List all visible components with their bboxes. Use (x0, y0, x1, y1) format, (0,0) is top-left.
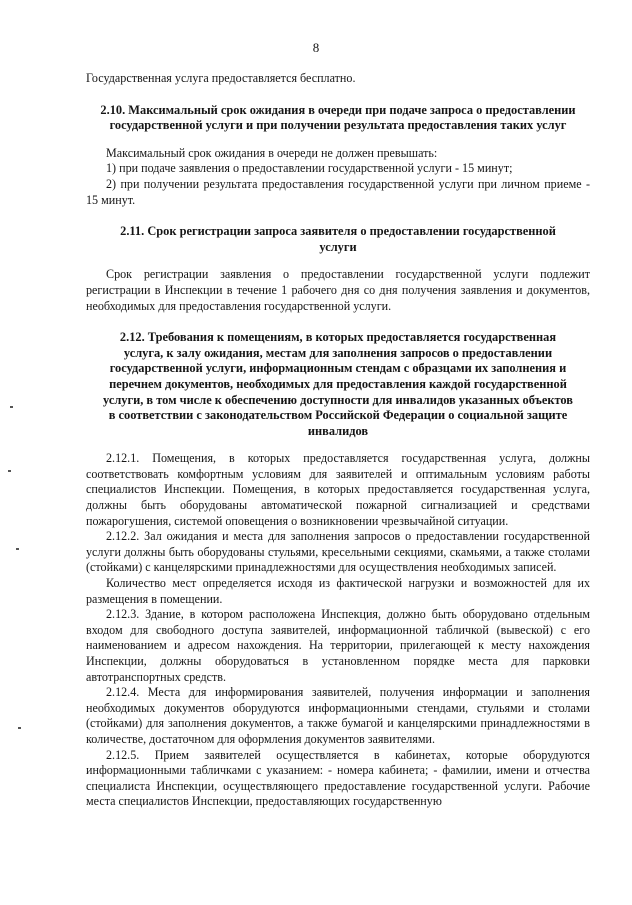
margin-mark (8, 470, 11, 472)
paragraph-2-12-5: 2.12.5. Прием заявителей осуществляется в кабинетах, которые оборудуются информационными табличками с указанием: - номера кабинета; - фамилии, имени и отчества специалиста Инспекции, осуществляющего предоставление государственной услуги. Рабочие места специалистов Инспекции, предоставляющих государственную (86, 747, 590, 809)
paragraph-2-10-lead: Максимальный срок ожидания в очереди не должен превышать: (106, 145, 438, 160)
margin-mark (10, 406, 13, 408)
section-heading-2-12: 2.12. Требования к помещениям, в которых предоставляется государственная услуга, к залу ожидания, местам для заполнения запросов о предоставлении государственной услуги, информационным стендам с образцами их заполнения и перечнем документов, необходимых для предоставления каждой государственной услуги, в том числе к обеспечению доступности для инвалидов указанных объектов в соответствии с законодательством Российской Федерации о социальной защите инвалидов (103, 330, 573, 438)
paragraph-2-12-2-continued: Количество мест определяется исходя из фактической нагрузки и возможностей для их размещения в помещении. (86, 576, 590, 606)
paragraph-2-10-item-1: 1) при подаче заявления о предоставлении государственной услуги - 15 минут; (106, 161, 513, 176)
paragraph-2-12-3: 2.12.3. Здание, в котором расположена Инспекция, должно быть оборудовано отдельным входом для свободного доступа заявителей, информационной табличкой (вывеской) с его наименованием и адресом нахождения. На территории, прилегающей к месту нахождения Инспекции, должны оборудоваться в установленном порядке места для парковки автотранспортных средств. (86, 607, 590, 684)
paragraph-2-11: Срок регистрации заявления о предоставлении государственной услуги подлежит регистрации в Инспекции в течение 1 рабочего дня со дня получения заявления и документов, необходимых для предоставления государственной услуги. (86, 267, 590, 313)
paragraph-2-12-2: 2.12.2. Зал ожидания и места для заполнения запросов о предоставлении государственной услуги должны быть оборудованы стульями, кресельными секциями, скамьями, а также столами (стойками) с канцелярскими принадлежностями для осуществления необходимых записей. (86, 529, 590, 575)
page-number: 8 (312, 40, 320, 55)
section-heading-2-11: 2.11. Срок регистрации запроса заявителя о предоставлении государственной услуги (120, 224, 556, 254)
margin-mark (16, 548, 19, 550)
section-heading-2-10: 2.10. Максимальный срок ожидания в очереди при подаче запроса о предоставлении государственной услуги и при получении результата предоставления таких услуг (100, 102, 576, 133)
paragraph-2-10-item-2: 2) при получении результата предоставления государственной услуги при личном приеме - 15 минут. (86, 176, 590, 207)
intro-paragraph: Государственная услуга предоставляется бесплатно. (86, 71, 356, 85)
paragraph-2-12-4: 2.12.4. Места для информирования заявителей, получения информации и заполнения необходимых документов оборудуются информационными стендами, стульями и столами (стойками) для заполнения документов, а также бумагой и канцелярскими принадлежностями в количестве, достаточном для оформления документов заявителями. (86, 685, 590, 746)
margin-mark (18, 727, 21, 729)
document-body (86, 71, 590, 810)
paragraph-2-12-1: 2.12.1. Помещения, в которых предоставляется государственная услуга, должны соответствовать комфортным условиям для заявителей и оптимальным условиям работы специалистов Инспекции. Помещения, в которых предоставляется государственная услуга, должны быть оборудованы автоматической пожарной сигнализацией и средствами пожарогушения, системой оповещения о возникновении чрезвычайной ситуации. (86, 451, 590, 528)
